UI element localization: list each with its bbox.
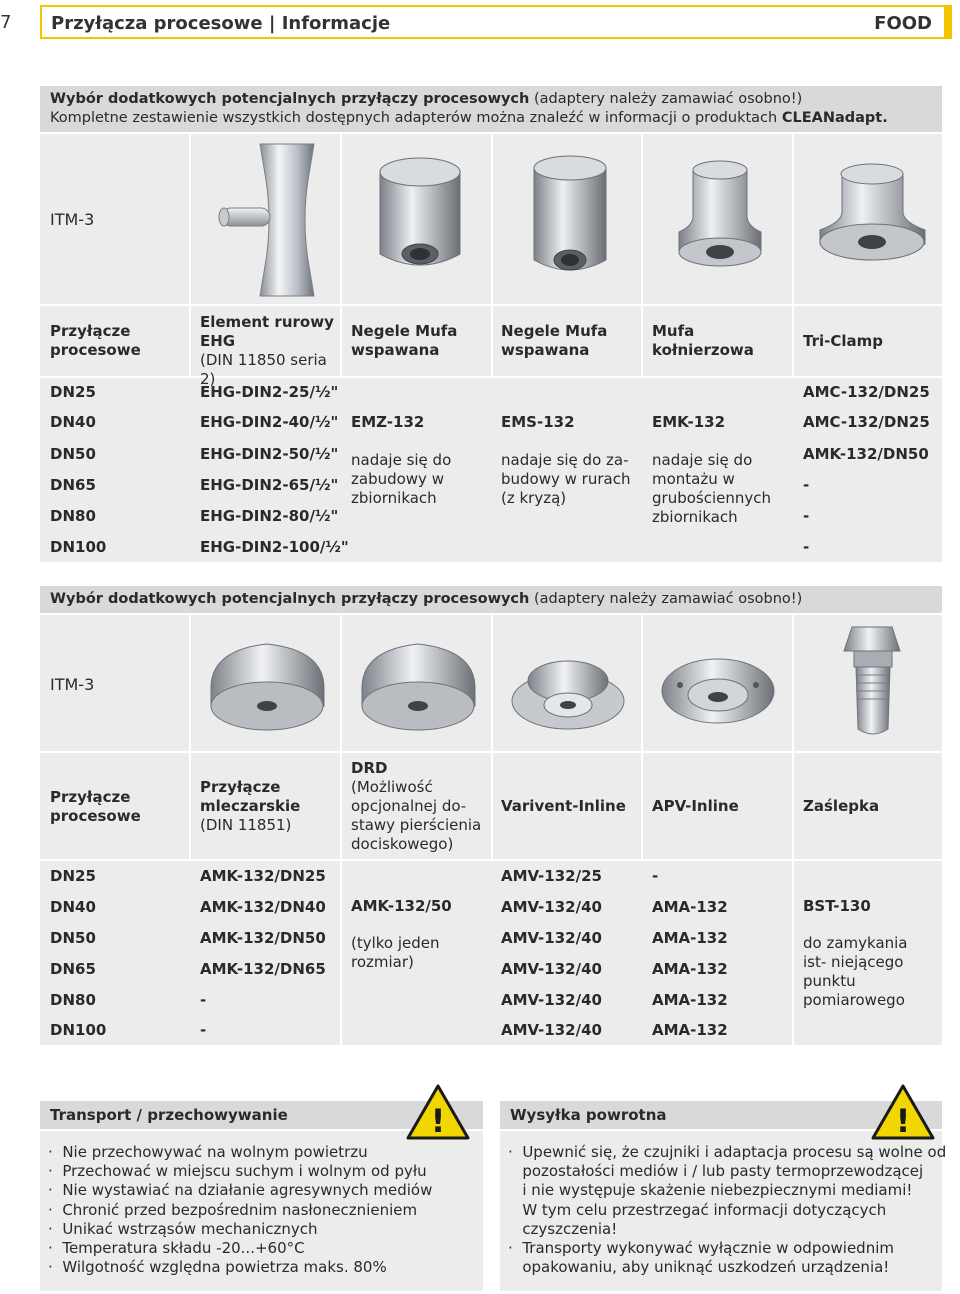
ems-weld-socket-image bbox=[520, 152, 620, 282]
list-item: · Przechować w miejscu suchym i wolnym od pyłu bbox=[48, 1162, 427, 1181]
list-item: pozostałości mediów i / lub pasty termoprzewodzącej bbox=[522, 1162, 924, 1181]
svg-text:!: ! bbox=[895, 1102, 911, 1140]
col-head-triclamp: Tri-Clamp bbox=[803, 332, 883, 350]
s1-triclamp-1: AMC-132/DN25 bbox=[803, 413, 930, 431]
s1-ems-note: nadaje się do za- budowy w rurach (z kryzą) bbox=[501, 451, 631, 507]
transport-box bbox=[40, 1131, 483, 1291]
list-item: · Unikać wstrząsów mechanicznych bbox=[48, 1219, 318, 1238]
tri-clamp-adapter-image bbox=[810, 160, 935, 280]
return-box bbox=[500, 1131, 947, 1291]
col-head-ems: Negele Mufa wspawana bbox=[501, 322, 608, 359]
col-head-process: Przyłącze procesowe bbox=[50, 322, 141, 359]
list-item: W tym celu przestrzegać informacji dotyczących bbox=[522, 1200, 887, 1219]
list-item: · Nie wystawiać na działanie agresywnych mediów bbox=[48, 1181, 433, 1200]
list-item: i nie występuje skażenie niebezpiecznymi mediami! bbox=[522, 1181, 913, 1200]
s1-ehg-2: EHG-DIN2-50/½" bbox=[200, 445, 339, 463]
itm-label-2: ITM-3 bbox=[50, 675, 95, 694]
drd-adapter-image bbox=[356, 630, 481, 740]
s1-ehg-0: EHG-DIN2-25/½" bbox=[200, 383, 339, 401]
s2-col-head-varivent: Varivent-Inline bbox=[501, 797, 626, 815]
s1-ehg-1: EHG-DIN2-40/½" bbox=[200, 413, 339, 431]
section1-table bbox=[40, 306, 942, 562]
list-item: · Nie przechowywać na wolnym powietrzu bbox=[48, 1143, 368, 1161]
page-number: 7 bbox=[0, 12, 12, 33]
apv-adapter-image bbox=[658, 635, 778, 735]
warning-icon bbox=[405, 1083, 471, 1141]
s2-varivent-5: AMV-132/40 bbox=[501, 1021, 602, 1039]
s2-dn-4: DN80 bbox=[50, 991, 96, 1009]
s1-triclamp-3: - bbox=[803, 476, 810, 494]
s2-col-head-process: Przyłącze procesowe bbox=[50, 788, 141, 825]
return-list bbox=[508, 1143, 946, 1277]
s2-dn-0: DN25 bbox=[50, 867, 96, 885]
section1-photo-row bbox=[40, 134, 942, 304]
s2-varivent-1: AMV-132/40 bbox=[501, 898, 602, 916]
s2-drd-note: (tylko jeden rozmiar) bbox=[351, 934, 440, 971]
s2-varivent-0: AMV-132/25 bbox=[501, 867, 602, 885]
transport-list bbox=[48, 1143, 432, 1277]
accent-stripe bbox=[944, 5, 952, 39]
s1-emz-note: nadaje się do zabudowy w zbiornikach bbox=[351, 451, 452, 507]
s2-dn-3: DN65 bbox=[50, 960, 96, 978]
s2-apv-3: AMA-132 bbox=[652, 960, 728, 978]
s1-ehg-4: EHG-DIN2-80/½" bbox=[200, 507, 339, 525]
s2-dairy-2: AMK-132/DN50 bbox=[200, 929, 326, 947]
s2-apv-4: AMA-132 bbox=[652, 991, 728, 1009]
s2-varivent-3: AMV-132/40 bbox=[501, 960, 602, 978]
section2-table bbox=[40, 753, 942, 1045]
s2-varivent-2: AMV-132/40 bbox=[501, 929, 602, 947]
s1-dn-0: DN25 bbox=[50, 383, 96, 401]
section1-heading: Wybór dodatkowych potencjalnych przyłączy procesowych (adaptery należy zamawiać osobno!) Kompletne zestawienie wszystkich dostępnych adapterów można znaleźć w informacji o produktach CLEANadapt. bbox=[40, 86, 942, 132]
s1-triclamp-5: - bbox=[803, 538, 810, 556]
s1-dn-4: DN80 bbox=[50, 507, 96, 525]
ehg-pipe-tee-image bbox=[210, 140, 330, 300]
list-item: opakowaniu, aby uniknąć uszkodzeń urządzenia! bbox=[522, 1258, 890, 1277]
s2-dairy-3: AMK-132/DN65 bbox=[200, 960, 326, 978]
category-badge: FOOD bbox=[874, 13, 932, 34]
s1-dn-2: DN50 bbox=[50, 445, 96, 463]
section2-heading: Wybór dodatkowych potencjalnych przyłączy procesowych (adaptery należy zamawiać osobno!) bbox=[40, 586, 942, 613]
s2-apv-5: AMA-132 bbox=[652, 1021, 728, 1039]
list-item: · Upewnić się, że czujniki i adaptacja procesu są wolne od bbox=[508, 1143, 947, 1161]
itm-label: ITM-3 bbox=[50, 210, 95, 229]
s1-dn-3: DN65 bbox=[50, 476, 96, 494]
s2-col-head-apv: APV-Inline bbox=[652, 797, 739, 815]
col-head-ehg: Element rurowy EHG (DIN 11850 seria 2) bbox=[200, 313, 334, 388]
page-title: Przyłącza procesowe | Informacje bbox=[51, 13, 391, 34]
s2-varivent-4: AMV-132/40 bbox=[501, 991, 602, 1009]
list-item: · Transporty wykonywać wyłącznie w odpowiednim bbox=[508, 1239, 894, 1258]
list-item: · Temperatura składu -20...+60°C bbox=[48, 1239, 305, 1258]
s2-dairy-0: AMK-132/DN25 bbox=[200, 867, 326, 885]
s1-triclamp-0: AMC-132/DN25 bbox=[803, 383, 930, 401]
blank-plug-image bbox=[830, 621, 920, 746]
s2-dn-1: DN40 bbox=[50, 898, 96, 916]
section2-photo-row bbox=[40, 615, 942, 751]
emz-weld-socket-image bbox=[370, 154, 470, 279]
s1-emz: EMZ-132 bbox=[351, 413, 425, 431]
return-title: Wysyłka powrotna bbox=[500, 1101, 942, 1129]
list-item: · Chronić przed bezpośrednim nasłonecznieniem bbox=[48, 1200, 418, 1219]
list-item: · Wilgotność względna powietrza maks. 80% bbox=[48, 1258, 387, 1277]
s2-col-head-blank: Zaślepka bbox=[803, 797, 880, 815]
varivent-adapter-image bbox=[508, 635, 628, 735]
s1-ehg-5: EHG-DIN2-100/½" bbox=[200, 538, 349, 556]
col-head-emz: Negele Mufa wspawana bbox=[351, 322, 458, 359]
s2-dairy-4: - bbox=[200, 991, 207, 1009]
s2-dn-2: DN50 bbox=[50, 929, 96, 947]
s2-col-head-drd: DRD (Możliwość opcjonalnej do- stawy pierścienia dociskowego) bbox=[351, 759, 482, 853]
s2-blank: BST-130 bbox=[803, 897, 871, 915]
s1-emk-note: nadaje się do montażu w grubościennych zbiornikach bbox=[652, 451, 771, 526]
svg-text:!: ! bbox=[430, 1102, 446, 1140]
s2-apv-2: AMA-132 bbox=[652, 929, 728, 947]
s1-triclamp-4: - bbox=[803, 507, 810, 525]
s2-blank-note: do zamykania ist- niejącego punktu pomiarowego bbox=[803, 934, 908, 1009]
s1-triclamp-2: AMK-132/DN50 bbox=[803, 445, 929, 463]
s1-ems: EMS-132 bbox=[501, 413, 575, 431]
s1-dn-1: DN40 bbox=[50, 413, 96, 431]
warning-icon bbox=[870, 1083, 936, 1141]
list-item: czyszczenia! bbox=[522, 1219, 618, 1238]
s2-dn-5: DN100 bbox=[50, 1021, 107, 1039]
dairy-adapter-image bbox=[205, 630, 330, 740]
s2-apv-0: - bbox=[652, 867, 659, 885]
s1-dn-5: DN100 bbox=[50, 538, 107, 556]
s1-ehg-3: EHG-DIN2-65/½" bbox=[200, 476, 339, 494]
s2-col-head-dairy: Przyłącze mleczarskie (DIN 11851) bbox=[200, 778, 301, 834]
col-head-emk: Mufa kołnierzowa bbox=[652, 322, 754, 359]
s2-dairy-5: - bbox=[200, 1021, 207, 1039]
s1-emk: EMK-132 bbox=[652, 413, 726, 431]
s2-drd: AMK-132/50 bbox=[351, 897, 452, 915]
emk-flange-socket-image bbox=[665, 156, 775, 286]
s2-apv-1: AMA-132 bbox=[652, 898, 728, 916]
title-bar bbox=[40, 5, 952, 39]
transport-title: Transport / przechowywanie bbox=[40, 1101, 483, 1129]
s2-dairy-1: AMK-132/DN40 bbox=[200, 898, 326, 916]
